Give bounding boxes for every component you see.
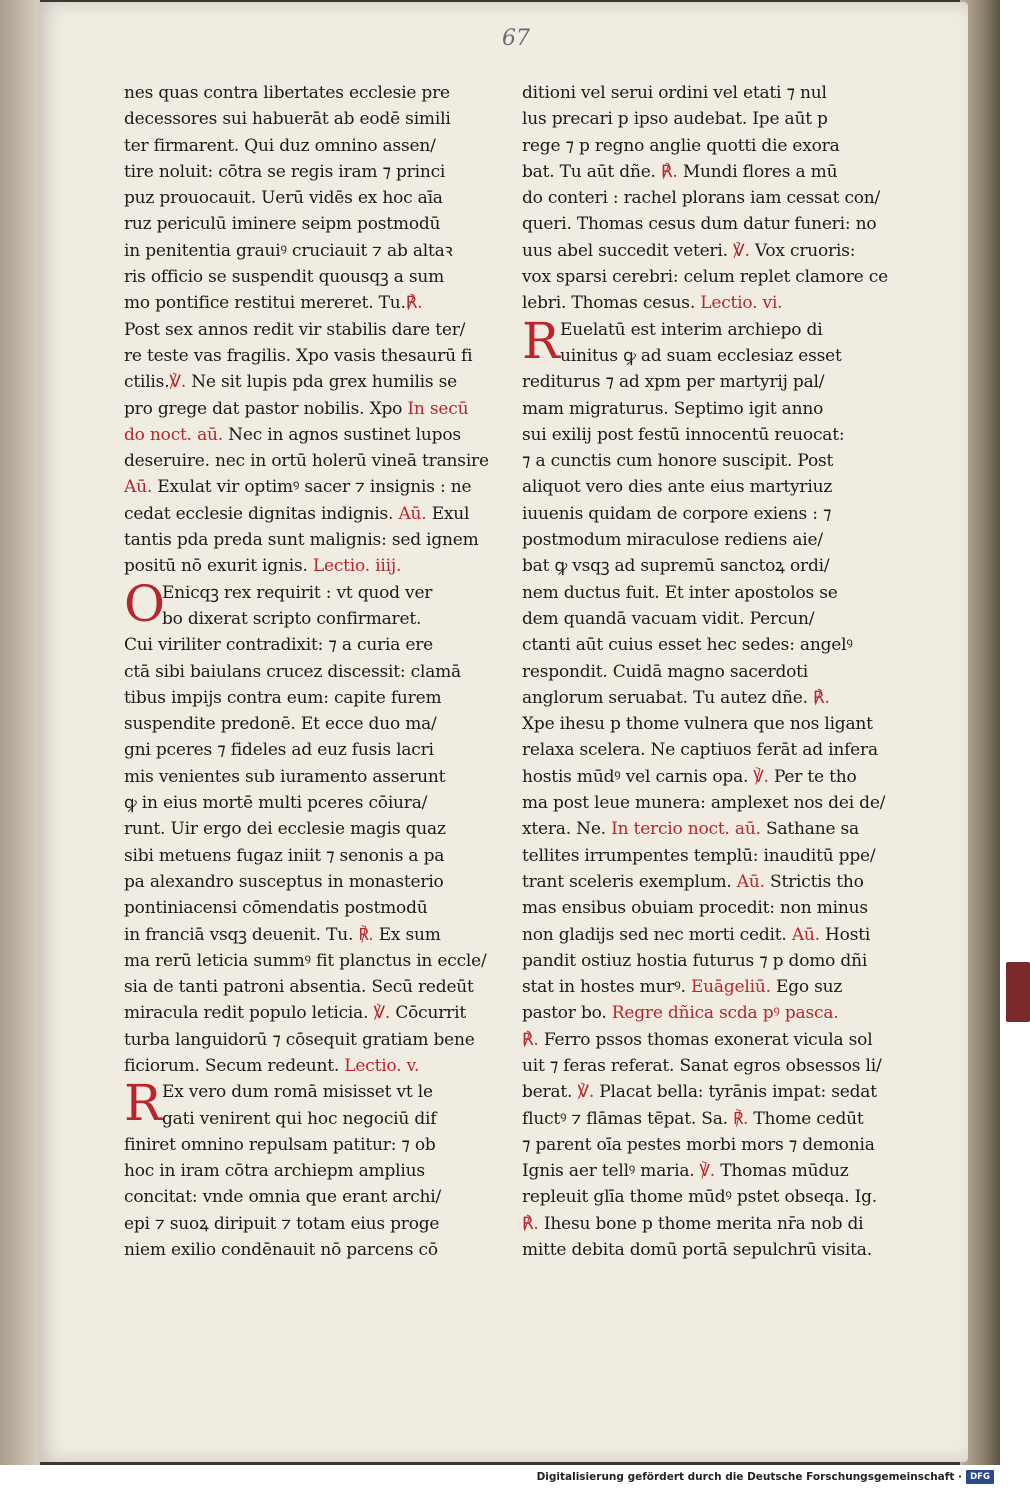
line-text: Mundi flores a mū (677, 161, 838, 182)
line-text: uit ⁊ feras referat. Sanat egros obsessos li/ (522, 1055, 882, 1076)
text-line (522, 764, 884, 790)
line-text: cedat ecclesie dignitas indignis. (124, 503, 394, 524)
line-text: bat. Tu aūt dñe. (522, 161, 656, 182)
text-line (522, 606, 884, 632)
text-line (522, 1211, 884, 1237)
text-line (124, 606, 484, 632)
line-text: decessores sui habuerāt ab eodē simili (124, 109, 451, 130)
text-line (124, 816, 484, 842)
rubric-text: ℣. (748, 766, 769, 787)
rubric-text: Aū. (731, 871, 765, 892)
text-line (124, 790, 484, 816)
line-text: non gladijs sed nec morti cedit. (522, 924, 787, 945)
line-text: tantis pda preda sunt malignis: sed ignem (124, 530, 479, 551)
line-text: anglorum seruabat. Tu autez dñe. (522, 687, 808, 708)
rubric-text: ℟. (405, 293, 423, 314)
line-text: ris officio se suspendit quousqꝫ a sum (124, 267, 445, 288)
line-text: ficiorum. Secum redeunt. (124, 1055, 340, 1076)
line-text: runt. Uir ergo dei ecclesie magis quaz (124, 819, 446, 840)
line-text: ma rerū leticia summꝰ fit planctus in eccle/ (124, 950, 487, 971)
line-text: pandit ostiuz hostia futurus ⁊ p domo dñi (522, 950, 868, 971)
line-text: re teste vas fragilis. Xpo vasis thesaurū fi (124, 345, 473, 366)
text-line (124, 238, 484, 264)
text-line (124, 501, 484, 527)
text-line (124, 659, 484, 685)
line-text: in penitentia grauiꝰ cruciauit ⁊ ab altaꝛ (124, 240, 453, 261)
line-text: deseruire. nec in ortū holerū vineā transire (124, 451, 489, 472)
line-text: Ignis aer tellꝰ maria. (522, 1161, 695, 1182)
rubric-text: ℣. (572, 1082, 595, 1103)
rubric-text: ℣. (694, 1161, 715, 1182)
line-text: Euelatū est interim archiepo di (560, 319, 823, 340)
rubric-text: Euāgeliū. (685, 977, 771, 998)
line-text: Ego suz (770, 977, 843, 998)
text-line (124, 106, 484, 132)
line-text: relaxa scelera. Ne captiuos ferāt ad infera (522, 740, 878, 761)
text-line (522, 474, 884, 500)
line-text: ctilis. (124, 372, 170, 393)
line-text: ctā sibi baiulans crucez discessit: clamā (124, 661, 461, 682)
line-text: tire noluit: cōtra se regis iram ⁊ princi (124, 161, 446, 182)
line-text: sui exilij post festū innocentū reuocat: (522, 424, 845, 445)
line-text: tibus impijs contra eum: capite furem (124, 687, 442, 708)
text-line (522, 1158, 884, 1184)
line-text: Sathane sa (760, 819, 859, 840)
line-text: turba languidorū ⁊ cōsequit gratiam bene (124, 1029, 475, 1050)
rubric-text: Aū. (786, 924, 820, 945)
line-text: nem ductus fuit. Et inter apostolos se (522, 582, 838, 603)
funding-credit: Digitalisierung gefördert durch die Deutsche Forschungsgemeinschaft · (536, 1471, 962, 1483)
line-text: mam migraturus. Septimo igit anno (522, 398, 824, 419)
text-line (522, 290, 884, 316)
text-line (522, 133, 884, 159)
line-text: fluctꝰ ⁊ flāmas tēpat. Sa. (522, 1108, 728, 1129)
line-text: uinitus ꝙ ad suam ecclesiaz esset (560, 345, 842, 366)
text-line (522, 1000, 884, 1026)
line-text: mas ensibus obuiam procedit: non minus (522, 898, 868, 919)
line-text: Ferro pssos thomas exonerat vicula sol (538, 1029, 873, 1050)
line-text: miracula redit populo leticia. (124, 1003, 369, 1024)
line-text: ruz periculū iminere seipm postmodū (124, 214, 441, 235)
line-text: aliquot vero dies ante eius martyriuz (522, 477, 833, 498)
line-text: ter firmarent. Qui duz omnino assen/ (124, 135, 436, 156)
line-text: Nec in agnos sustinet lupos (222, 424, 461, 445)
line-text: ma post leue munera: amplexet nos dei de/ (522, 793, 886, 814)
line-text: vox sparsi cerebri: celum replet clamore ce (522, 267, 888, 288)
text-line (522, 948, 884, 974)
text-line (522, 106, 884, 132)
text-line (124, 1027, 484, 1053)
text-line (522, 1184, 884, 1210)
line-text: repleuit glīa thome mūdꝰ pstet obseqa. Ig. (522, 1187, 877, 1208)
text-line (124, 685, 484, 711)
text-line (124, 764, 484, 790)
text-line (124, 1211, 484, 1237)
text-line (522, 396, 884, 422)
line-text: ꝙ in eius mortē multi pceres cōiura/ (124, 793, 428, 814)
line-text: sibi metuens fugaz iniit ⁊ senonis a pa (124, 845, 445, 866)
text-line (522, 895, 884, 921)
rubric-text: ℟. (353, 924, 374, 945)
line-text: Ihesu bone p thome merita nr̄a nob di (538, 1213, 864, 1234)
rubric-text: ℣. (368, 1003, 391, 1024)
rubric-text: ℟. (522, 1029, 539, 1050)
rubric-text: Aū. (124, 477, 153, 498)
footer-bar (0, 1465, 1000, 1490)
line-text: iuuenis quidam de corpore exiens : ⁊ (522, 503, 832, 524)
text-line (522, 1237, 884, 1263)
line-text: gni pceres ⁊ fideles ad euz fusis lacri (124, 740, 434, 761)
line-text: pontiniacensi cōmendatis postmodū (124, 898, 428, 919)
line-text: pro grege dat pastor nobilis. Xpo (124, 398, 403, 419)
text-line (522, 659, 884, 685)
rubric-text: Regre dñica scda pꝰ pasca. (606, 1003, 839, 1024)
right-column (522, 80, 888, 1263)
text-line (124, 1132, 484, 1158)
line-text: Cui viriliter contradixit: ⁊ a curia ere (124, 635, 434, 656)
text-line (522, 80, 884, 106)
text-line (522, 685, 884, 711)
text-line (124, 369, 484, 395)
text-line (124, 948, 487, 974)
line-text: stat in hostes murꝰ. (522, 977, 686, 998)
rubric-text: Lectio. v. (339, 1055, 420, 1076)
line-text: respondit. Cuidā magno sacerdoti (522, 661, 809, 682)
text-line (124, 264, 484, 290)
line-text: ctanti aūt cuius esset hec sedes: angelꝰ (522, 635, 853, 656)
text-line (522, 974, 884, 1000)
line-text: xtera. Ne. (522, 819, 606, 840)
line-text: ⁊ a cunctis cum honore suscipit. Post (522, 451, 834, 472)
line-text: concitat: vnde omnia que erant archi/ (124, 1187, 442, 1208)
text-line (522, 264, 888, 290)
rubric-text: do noct. aū. (124, 424, 223, 445)
text-line (522, 448, 884, 474)
rubric-text: Lectio. iiij. (307, 556, 402, 577)
text-line (522, 422, 884, 448)
text-line (124, 711, 484, 737)
rubric-text: ℟. (807, 687, 830, 708)
rubric-text: In tercio noct. aū. (605, 819, 761, 840)
dfg-logo: DFG (966, 1470, 994, 1484)
text-line (522, 1106, 884, 1132)
line-text: ditioni vel serui ordini vel etati ⁊ nul (522, 83, 827, 103)
line-text: Cōcurrit (390, 1003, 466, 1024)
text-line (124, 632, 484, 658)
line-text: Ex sum (373, 924, 441, 945)
line-text: Vox cruoris: (749, 240, 856, 261)
text-line (124, 317, 484, 343)
line-text: suspendite predonē. Et ecce duo ma/ (124, 714, 437, 735)
text-line (124, 1053, 484, 1079)
line-text: Ne sit lupis pda grex humilis se (186, 372, 458, 393)
text-line (522, 790, 884, 816)
text-line (124, 527, 484, 553)
text-line (522, 1053, 884, 1079)
line-text: ⁊ parent oīa pestes morbi mors ⁊ demonia (522, 1134, 875, 1155)
text-line (522, 553, 884, 579)
text-line (124, 737, 484, 763)
line-text: rediturus ⁊ ad xpm per martyrij pal/ (522, 372, 825, 393)
text-line (124, 1106, 484, 1132)
text-line (124, 80, 484, 106)
text-line (522, 1079, 884, 1105)
line-text: niem exilio condēnauit nō parcens cō (124, 1240, 438, 1261)
rubric-text: ℟. (522, 1213, 539, 1234)
line-text: Post sex annos redit vir stabilis dare ter/ (124, 319, 466, 340)
line-text: sia de tanti patroni absentia. Secū redeūt (124, 977, 474, 998)
line-text: pa alexandro susceptus in monasterio (124, 871, 444, 892)
text-line (124, 1158, 484, 1184)
line-text: gati venirent qui hoc negociū dif (162, 1108, 437, 1129)
line-text: postmodum miraculose rediens aie/ (522, 530, 823, 551)
line-text: hoc in iram cōtra archiepm amplius (124, 1161, 425, 1182)
rubric-text: Lectio. vi. (695, 293, 783, 314)
text-line (124, 1000, 484, 1026)
initial-letter: O (124, 574, 165, 633)
text-line (124, 343, 484, 369)
text-line (522, 711, 884, 737)
text-line (522, 1132, 884, 1158)
text-line (522, 527, 884, 553)
folio-number: 67 (502, 26, 530, 51)
line-text: nes quas contra libertates ecclesie pre (124, 83, 450, 103)
text-line (124, 1184, 484, 1210)
text-line (522, 737, 884, 763)
line-text: Thomas mūduz (714, 1161, 849, 1182)
text-line (522, 869, 884, 895)
line-text: mo pontifice restitui mereret. Tu. (124, 293, 406, 314)
line-text: tellites irrumpentes templū: inauditū ppe/ (522, 845, 876, 866)
text-line (124, 133, 484, 159)
line-text: Enicqꝫ rex requirit : vt quod ver (162, 582, 433, 603)
text-line (124, 1237, 484, 1263)
bookmark-tab (1006, 962, 1030, 1022)
text-line (124, 474, 484, 500)
line-text: Placat bella: tyrānis impat: sedat (594, 1082, 877, 1103)
line-text: Ex vero dum romā misisset vt le (162, 1082, 433, 1103)
initial-letter: R (522, 311, 560, 370)
line-text: Exul (426, 503, 470, 524)
line-text: Xpe ihesu p thome vulnera que nos ligant (522, 714, 873, 735)
line-text: mitte debita domū portā sepulchrū visita. (522, 1240, 872, 1261)
text-line (124, 922, 484, 948)
text-line (124, 422, 484, 448)
line-text: lus precari p ipso audebat. Ipe aūt p (522, 109, 828, 130)
text-line (522, 501, 884, 527)
facing-page-edge (0, 0, 40, 1465)
line-text: Exulat vir optimꝰ sacer ⁊ insignis : ne (152, 477, 472, 498)
line-text: queri. Thomas cesus dum datur funeri: no (522, 214, 877, 235)
line-text: Strictis tho (764, 871, 864, 892)
rubric-text: ℣. (169, 372, 187, 393)
text-line (124, 553, 484, 579)
line-text: Per te tho (768, 766, 857, 787)
text-line (124, 974, 484, 1000)
rubric-text: ℟. (727, 1108, 749, 1129)
text-line (124, 869, 484, 895)
text-line (522, 632, 884, 658)
line-text: bo dixerat scripto confirmaret. (162, 608, 422, 629)
text-line (522, 580, 884, 606)
line-text: puz prouocauit. Uerū vidēs ex hoc aīa (124, 188, 443, 209)
line-text: Thome cedūt (748, 1108, 864, 1129)
text-line (522, 1027, 884, 1053)
text-line (124, 211, 484, 237)
line-text: trant sceleris exemplum. (522, 871, 732, 892)
line-text: finiret omnino repulsam patitur: ⁊ ob (124, 1134, 436, 1155)
text-line (522, 369, 884, 395)
line-text: mis venientes sub iuramento asserunt (124, 766, 446, 787)
rubric-text: Aū. (393, 503, 427, 524)
line-text: pastor bo. (522, 1003, 607, 1024)
text-line (522, 816, 884, 842)
initial-letter: R (124, 1074, 162, 1133)
line-text: dem quandā vacuam vidit. Percun/ (522, 608, 815, 629)
rubric-text: ℟. (655, 161, 678, 182)
text-line (522, 343, 884, 369)
line-text: Hosti (819, 924, 871, 945)
line-text: positū nō exurit ignis. (124, 556, 308, 577)
text-line (522, 185, 884, 211)
text-line (124, 290, 484, 316)
text-line (124, 895, 484, 921)
line-text: lebri. Thomas cesus. (522, 293, 696, 314)
line-text: berat. (522, 1082, 573, 1103)
line-text: epi ⁊ suoꝝ diripuit ⁊ totam eius proge (124, 1213, 440, 1234)
text-line (522, 211, 884, 237)
text-line (522, 922, 884, 948)
text-line (522, 238, 884, 264)
line-text: uus abel succedit veteri. (522, 240, 728, 261)
rubric-text: In secū (402, 398, 469, 419)
line-text: rege ⁊ p regno anglie quotti die exora (522, 135, 840, 156)
line-text: bat ꝙ vsqꝫ ad supremū sanctoꝝ ordi/ (522, 556, 830, 577)
text-line (124, 448, 489, 474)
text-line (124, 843, 484, 869)
line-text: do conteri : rachel plorans iam cessat con/ (522, 188, 881, 209)
text-line (124, 185, 484, 211)
left-column (124, 80, 489, 1263)
rubric-text: ℣. (727, 240, 750, 261)
text-line (124, 159, 484, 185)
text-line (124, 396, 484, 422)
text-line (522, 843, 884, 869)
line-text: hostis mūdꝰ vel carnis opa. (522, 766, 749, 787)
text-line (522, 159, 884, 185)
line-text: in franciā vsqꝫ deuenit. Tu. (124, 924, 354, 945)
